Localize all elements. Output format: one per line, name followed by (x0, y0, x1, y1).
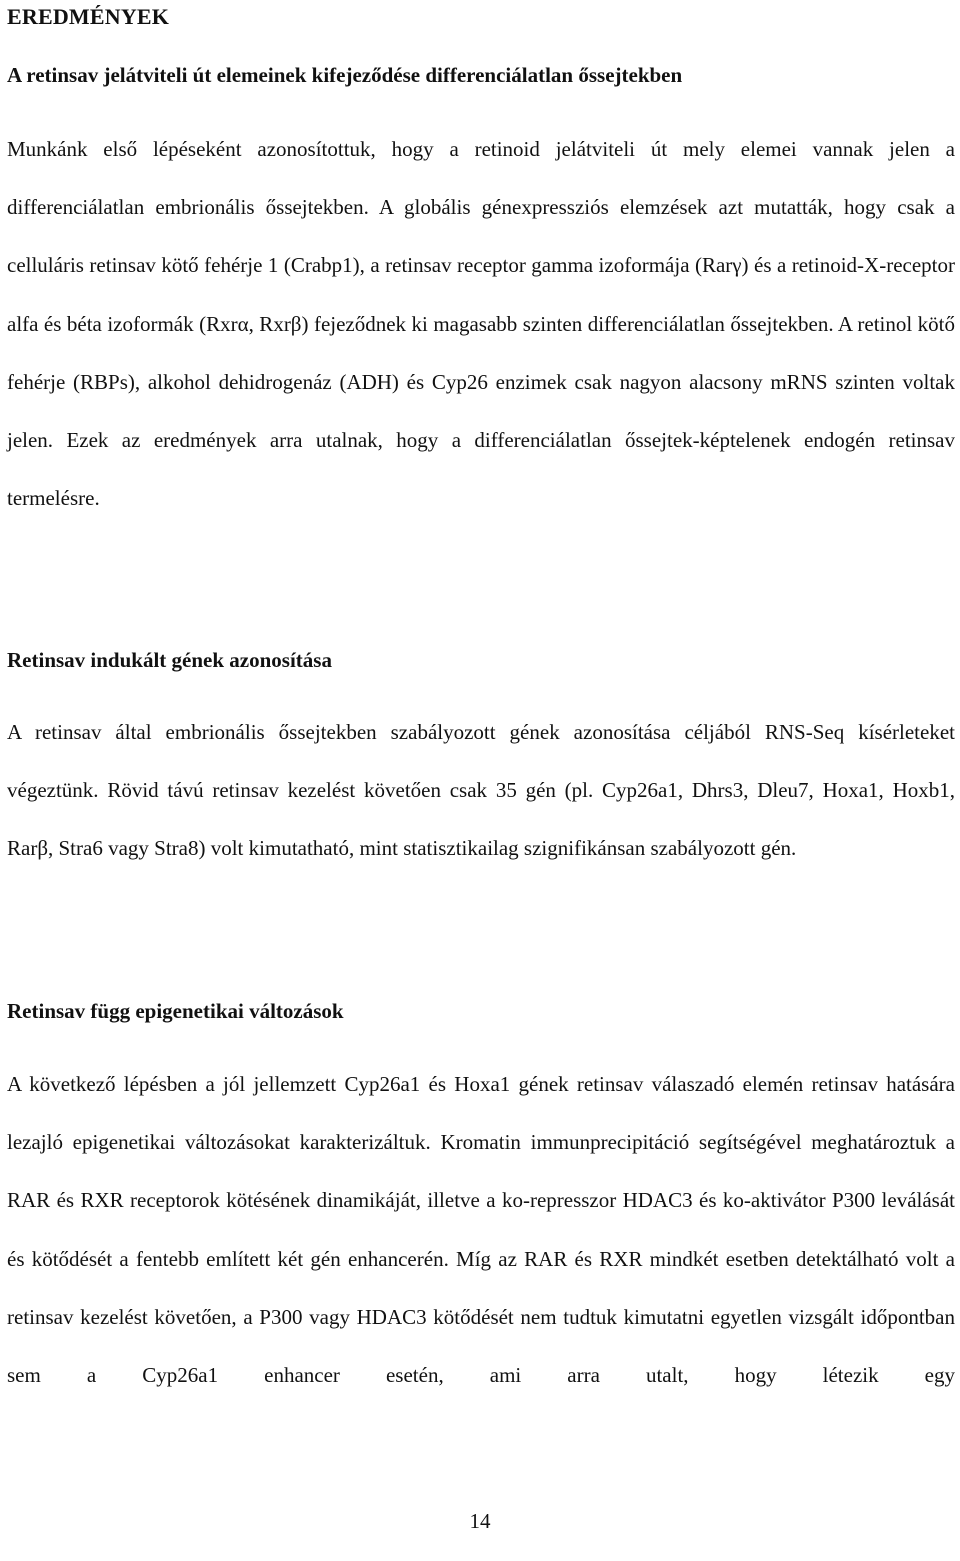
page-title: EREDMÉNYEK (7, 4, 170, 29)
section-3-paragraph: A következő lépésben a jól jellemzett Cyp26a1 és Hoxa1 gének retinsav válaszadó elemén retinsav hatására lezajló epigenetikai változásokat karakterizáltuk. Kromatin immunprecipitáció segítségével meghatároztuk a RAR és RXR receptorok kötésének dinamikáját, illetve a ko-represszor HDAC3 és ko-aktivátor P300 leválását és kötődését a fentebb említett két gén enhancerén. Míg az RAR és RXR mindkét esetben detektálható volt a retinsav kezelést követően, a P300 vagy HDAC3 kötődését nem tudtuk kimutatni egyetlen vizsgált időpontban sem a Cyp26a1 enhancer esetén, ami arra utalt, hogy létezik egy (7, 1072, 955, 1388)
section-1-heading: A retinsav jelátviteli út elemeinek kifejeződése differenciálatlan őssejtekben (7, 63, 683, 87)
section-2-paragraph: A retinsav által embrionális őssejtekben szabályozott gének azonosítása céljából RNS-Seq kísérleteket végeztünk. Rövid távú retinsav kezelést követően csak 35 gén (pl. Cyp26a1, Dhrs3, Dleu7, Hoxa1, Hoxb1, Rarβ, Stra6 vagy Stra8) volt kimutatható, mint statisztikailag szignifikánsan szabályozott gén. (7, 720, 955, 861)
page-number: 14 (469, 1509, 491, 1533)
section-1-paragraph: Munkánk első lépéseként azonosítottuk, hogy a retinoid jelátviteli út mely elemei vannak jelen a differenciálatlan embrionális őssejtekben. A globális génexpressziós elemzések azt mutatták, hogy csak a celluláris retinsav kötő fehérje 1 (Crabp1), a retinsav receptor gamma izoformája (Rarγ) és a retinoid-X-receptor alfa és béta izoformák (Rxrα, Rxrβ) fejeződnek ki magasabb szinten differenciálatlan őssejtekben. A retinol kötő fehérje (RBPs), alkohol dehidrogenáz (ADH) és Cyp26 enzimek csak nagyon alacsony mRNS szinten voltak jelen. Ezek az eredmények arra utalnak, hogy a differenciálatlan őssejtek-képtelenek endogén retinsav termelésre. (7, 137, 955, 511)
section-2-heading: Retinsav indukált gének azonosítása (7, 648, 332, 672)
section-3-heading: Retinsav függ epigenetikai változások (7, 999, 344, 1023)
